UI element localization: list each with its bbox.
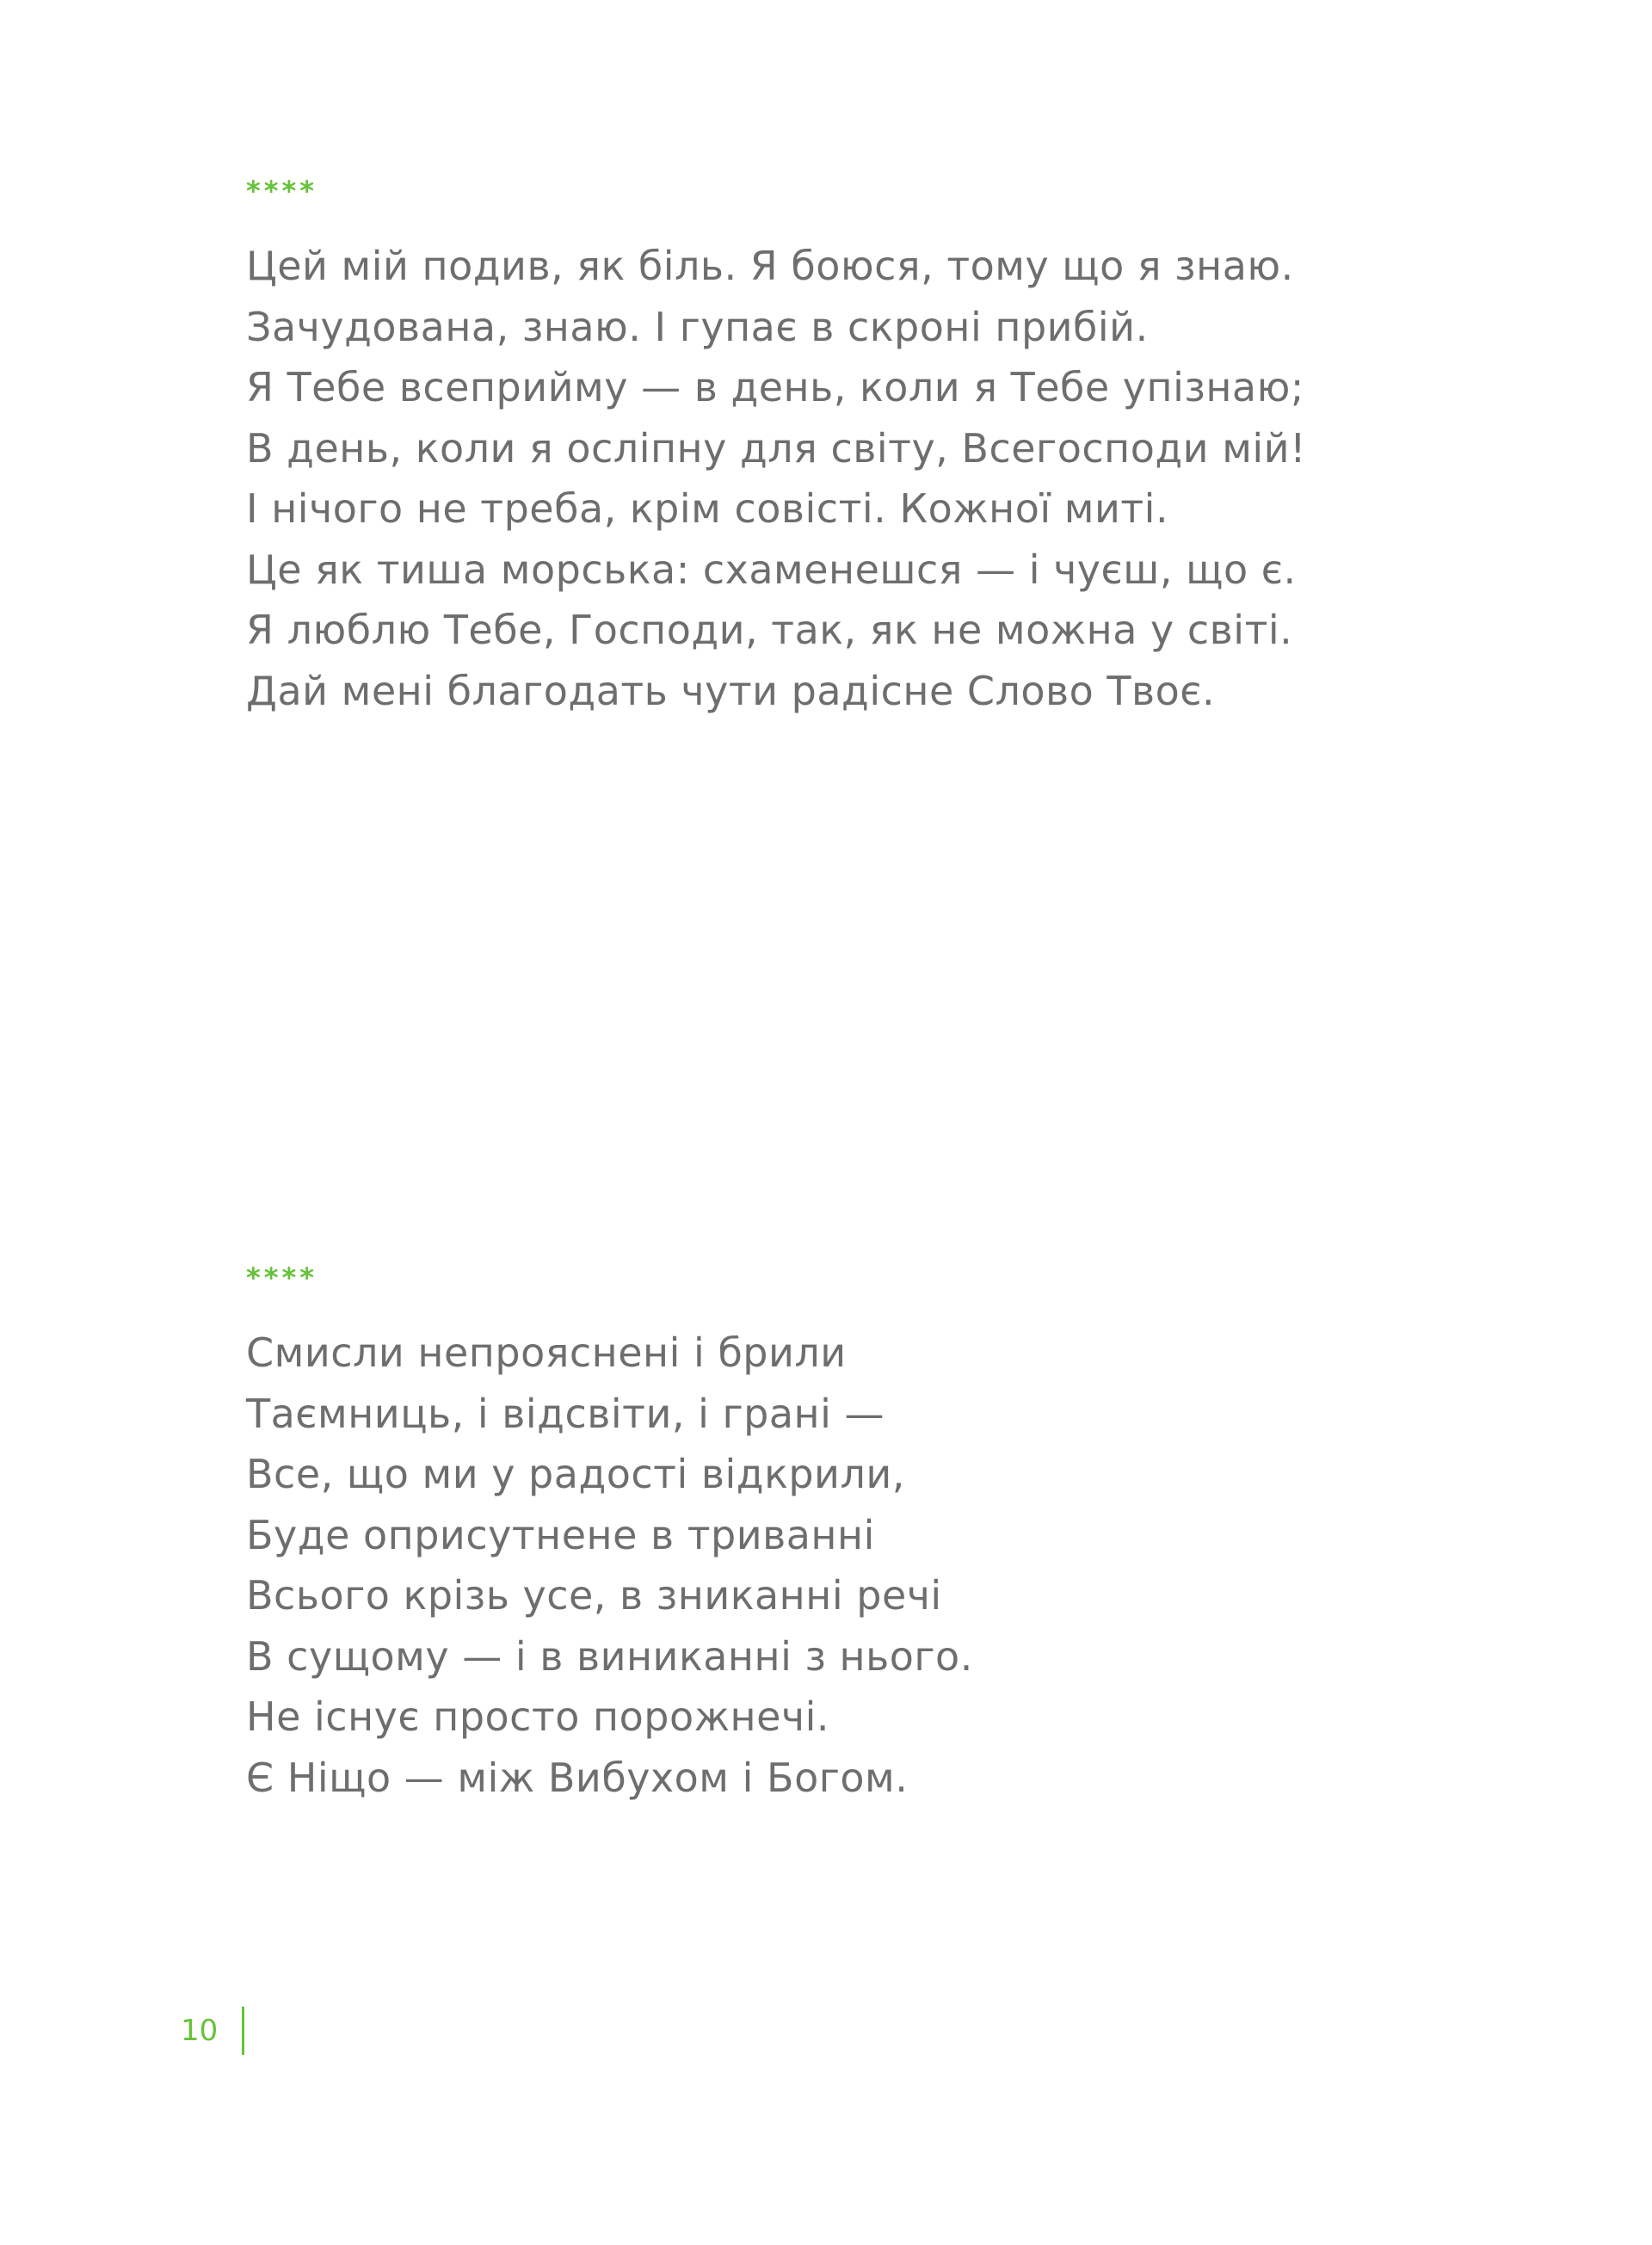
page-footer xyxy=(181,2005,244,2057)
poem-1 xyxy=(246,172,1451,721)
poem-line: Цей мій подив, як біль. Я боюся, тому що я знаю. xyxy=(246,243,1294,289)
page-number: 10 xyxy=(181,2014,219,2048)
poem-line: Я люблю Тебе, Господи, так, як не можна у світі. xyxy=(246,607,1293,653)
poem-line: Смисли непрояснені і брили xyxy=(246,1329,847,1376)
poem-line: Не існує просто порожнечі. xyxy=(246,1693,829,1740)
poem-line: Дай мені благодать чути радісне Слово Твоє. xyxy=(246,667,1216,714)
poem-line: Всього крізь усе, в зниканні речі xyxy=(246,1572,942,1619)
poem-line: В сущому — і в виниканні з нього. xyxy=(246,1632,973,1680)
poem-separator: **** xyxy=(246,1261,317,1294)
poem-line: Все, що ми у радості відкрили, xyxy=(246,1451,905,1497)
poem-lines xyxy=(246,236,1451,721)
poem-line: Таємниць, і відсвіти, і грані — xyxy=(246,1390,885,1437)
poem-lines xyxy=(246,1323,1451,1808)
poem-line: Це як тиша морська: схаменешся — і чуєш, що є. xyxy=(246,546,1297,593)
poem-line: Я Тебе всеприйму — в день, коли я Тебе упізнаю; xyxy=(246,364,1304,410)
poem-line: Буде оприсутнене в триванні xyxy=(246,1511,875,1558)
poem-separator: **** xyxy=(246,175,317,207)
poem-line: В день, коли я осліпну для світу, Всегосподи мій! xyxy=(246,424,1307,472)
poem-2 xyxy=(246,1259,1451,1808)
poem-line: Є Ніщо — між Вибухом і Богом. xyxy=(246,1754,909,1801)
footer-divider xyxy=(242,2007,244,2055)
poem-line: Зачудована, знаю. І гупає в скроні прибій. xyxy=(246,303,1149,350)
poem-line: І нічого не треба, крім совісті. Кожної миті. xyxy=(246,485,1169,532)
